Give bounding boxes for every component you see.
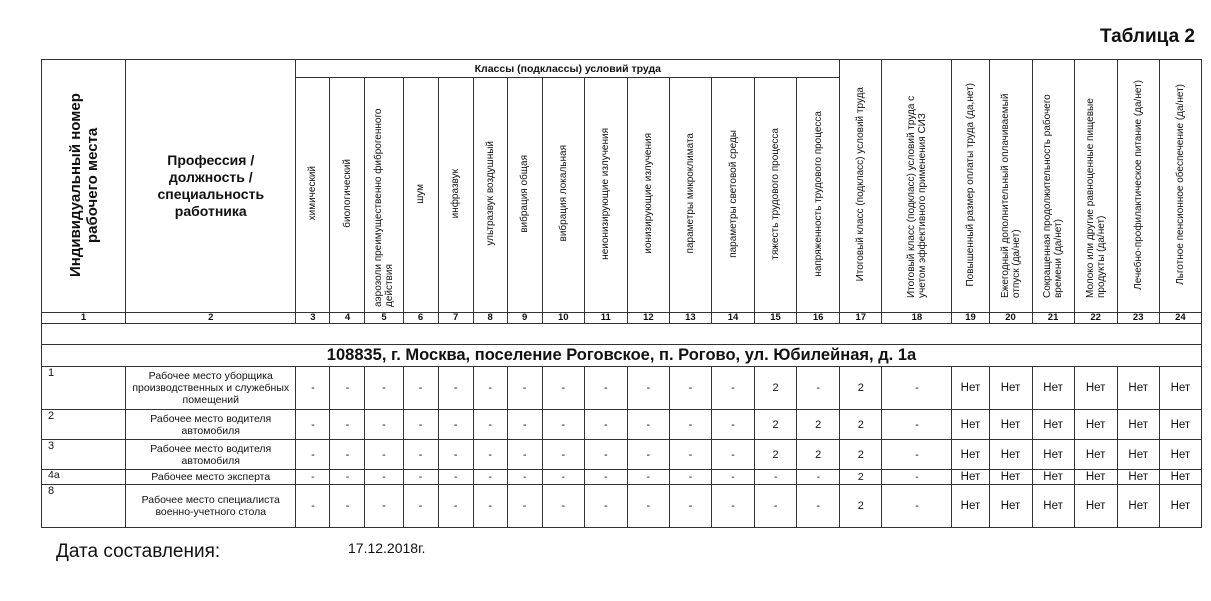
factor-class-cell: -: [296, 367, 330, 410]
factor-class-cell: -: [330, 410, 365, 440]
factor-class-cell: -: [473, 470, 507, 485]
benefit-cell: Нет: [952, 367, 989, 410]
factor-class-cell: -: [584, 367, 627, 410]
benefit-cell: Нет: [952, 470, 989, 485]
header-factor: [403, 78, 438, 313]
column-number: 23: [1117, 313, 1159, 324]
column-number: 7: [438, 313, 473, 324]
factor-class-cell: -: [438, 440, 473, 470]
benefit-cell: Нет: [952, 410, 989, 440]
benefit-cell: Нет: [1074, 485, 1117, 528]
factor-class-cell: -: [711, 440, 754, 470]
benefit-cell: Нет: [989, 485, 1032, 528]
header-factor-label: тяжесть трудового процесса: [770, 127, 782, 260]
factor-class-cell: -: [438, 367, 473, 410]
header-factor: [711, 78, 754, 313]
factor-class-cell: -: [507, 440, 542, 470]
factor-class-cell: 2: [797, 440, 840, 470]
benefit-cell: Нет: [1159, 367, 1201, 410]
header-reduced-hours: [1032, 60, 1074, 313]
column-number: 14: [711, 313, 754, 324]
benefit-cell: Нет: [1159, 470, 1201, 485]
benefit-cell: Нет: [1117, 485, 1159, 528]
factor-class-cell: -: [627, 410, 669, 440]
header-factor-label: биологический: [341, 159, 353, 228]
header-factor: [473, 78, 507, 313]
column-number: 19: [952, 313, 989, 324]
blank-row: [42, 324, 1202, 345]
factor-class-cell: -: [542, 440, 584, 470]
final-class-siz-cell: -: [882, 485, 952, 528]
header-factor: [330, 78, 365, 313]
date-value: 17.12.2018г.: [348, 540, 426, 556]
benefit-cell: Нет: [989, 410, 1032, 440]
header-factor: [438, 78, 473, 313]
address: 108835, г. Москва, поселение Роговское, п. Рогово, ул. Юбилейная, д. 1а: [42, 345, 1202, 367]
header-factor: [507, 78, 542, 313]
factor-class-cell: -: [797, 485, 840, 528]
column-number: 13: [669, 313, 711, 324]
header-pay-increase: [952, 60, 989, 313]
final-class-siz-cell: -: [882, 410, 952, 440]
column-number: 2: [126, 313, 296, 324]
factor-class-cell: -: [403, 440, 438, 470]
factor-class-cell: -: [296, 485, 330, 528]
benefit-cell: Нет: [1074, 410, 1117, 440]
benefit-cell: Нет: [989, 470, 1032, 485]
factor-class-cell: -: [542, 367, 584, 410]
factor-class-cell: -: [365, 485, 403, 528]
factor-class-cell: -: [403, 485, 438, 528]
profession-cell: Рабочее место эксперта: [126, 470, 296, 485]
header-factor-label: аэрозоли преимущественно фиброгенного действия: [373, 108, 395, 307]
profession-cell: Рабочее место уборщика производственных и служебных помещений: [126, 367, 296, 410]
benefit-cell: Нет: [1032, 367, 1074, 410]
header-profession: [126, 60, 296, 313]
header-factor-label: вибрация локальная: [557, 145, 569, 242]
header-final-class: [840, 60, 882, 313]
column-number: 11: [584, 313, 627, 324]
factor-class-cell: -: [797, 367, 840, 410]
header-reduced-hours-label: Сокращенная продолжительность рабочего времени (да/нет): [1042, 93, 1065, 298]
factor-class-cell: -: [438, 485, 473, 528]
final-class-cell: 2: [840, 485, 882, 528]
factor-class-cell: -: [365, 410, 403, 440]
final-class-cell: 2: [840, 367, 882, 410]
benefit-cell: Нет: [1074, 440, 1117, 470]
workplace-number-cell: 4а: [42, 470, 126, 485]
benefit-cell: Нет: [952, 485, 989, 528]
benefit-cell: Нет: [1074, 367, 1117, 410]
workplace-number-cell: 1: [42, 367, 126, 410]
factor-class-cell: -: [584, 440, 627, 470]
final-class-siz-cell: -: [882, 440, 952, 470]
table-row: [42, 367, 1202, 410]
factor-class-cell: -: [669, 470, 711, 485]
factor-class-cell: 2: [797, 410, 840, 440]
benefit-cell: Нет: [1032, 485, 1074, 528]
workplace-number-cell: 3: [42, 440, 126, 470]
column-number: 6: [403, 313, 438, 324]
benefit-cell: Нет: [1117, 367, 1159, 410]
factor-class-cell: -: [365, 367, 403, 410]
column-number: 8: [473, 313, 507, 324]
factor-class-cell: 2: [755, 440, 797, 470]
factor-class-cell: -: [711, 485, 754, 528]
factor-class-cell: -: [365, 470, 403, 485]
table-row: [42, 440, 1202, 470]
column-number: 15: [755, 313, 797, 324]
column-number: 24: [1159, 313, 1201, 324]
factor-class-cell: -: [473, 485, 507, 528]
benefit-cell: Нет: [1117, 410, 1159, 440]
header-factor-label: ультразвук воздушный: [484, 141, 496, 246]
column-number: 20: [989, 313, 1032, 324]
header-profession-label: Профессия / должность / специальность работника: [157, 152, 265, 219]
header-workplace-number: [42, 60, 126, 313]
factor-class-cell: -: [542, 470, 584, 485]
header-extra-vacation: [989, 60, 1032, 313]
factor-class-cell: -: [711, 367, 754, 410]
factor-class-cell: -: [711, 470, 754, 485]
header-factor-label: параметры световой среды: [727, 129, 739, 258]
column-number: 17: [840, 313, 882, 324]
factor-class-cell: -: [330, 440, 365, 470]
header-factor: [542, 78, 584, 313]
page-title: Таблица 2: [1099, 26, 1195, 47]
header-factor-label: шум: [415, 183, 427, 204]
factor-class-cell: -: [755, 485, 797, 528]
column-number: 4: [330, 313, 365, 324]
column-number: 10: [542, 313, 584, 324]
working-conditions-table: [41, 59, 1202, 528]
benefit-cell: Нет: [1159, 440, 1201, 470]
factor-class-cell: -: [438, 470, 473, 485]
table-row: [42, 410, 1202, 440]
header-factor-label: ионизирующие излучения: [642, 133, 654, 254]
factor-class-cell: -: [627, 440, 669, 470]
factor-class-cell: -: [473, 440, 507, 470]
factor-class-cell: -: [507, 367, 542, 410]
column-number: 9: [507, 313, 542, 324]
factor-class-cell: -: [507, 485, 542, 528]
header-pension: [1159, 60, 1201, 313]
factor-class-cell: -: [627, 485, 669, 528]
header-factor-label: вибрация общая: [519, 154, 531, 233]
header-factor: [797, 78, 840, 313]
address-row: [42, 345, 1202, 367]
factor-class-cell: -: [542, 485, 584, 528]
profession-cell: Рабочее место водителя автомобиля: [126, 410, 296, 440]
factor-class-cell: -: [584, 470, 627, 485]
column-number: 18: [882, 313, 952, 324]
benefit-cell: Нет: [1117, 440, 1159, 470]
factor-class-cell: -: [365, 440, 403, 470]
column-number: 21: [1032, 313, 1074, 324]
benefit-cell: Нет: [1032, 410, 1074, 440]
factor-class-cell: -: [584, 485, 627, 528]
header-factor-label: параметры микроклимата: [684, 133, 696, 254]
header-factor: [755, 78, 797, 313]
benefit-cell: Нет: [1159, 410, 1201, 440]
column-number: 1: [42, 313, 126, 324]
benefit-cell: Нет: [1159, 485, 1201, 528]
header-factor: [584, 78, 627, 313]
factor-class-cell: 2: [755, 410, 797, 440]
header-final-class-label: Итоговый класс (подкласс) условий труда: [855, 87, 867, 282]
factor-class-cell: -: [669, 485, 711, 528]
header-extra-vacation-label: Ежегодный дополнительный оплачиваемый отпуск (да/нет): [999, 93, 1022, 298]
final-class-cell: 2: [840, 470, 882, 485]
factor-class-cell: -: [507, 470, 542, 485]
header-factor: [669, 78, 711, 313]
factor-class-cell: -: [669, 367, 711, 410]
factor-class-cell: 2: [755, 367, 797, 410]
header-factor: [365, 78, 403, 313]
header-final-class-siz: [882, 60, 952, 313]
factor-class-cell: -: [669, 440, 711, 470]
date-label: Дата составления:: [56, 541, 221, 562]
benefit-cell: Нет: [1074, 470, 1117, 485]
header-pension-label: Льготное пенсионное обеспечение (да/нет): [1174, 84, 1186, 285]
header-classes-group: Классы (подклассы) условий труда: [296, 60, 840, 78]
factor-class-cell: -: [403, 367, 438, 410]
factor-class-cell: -: [627, 367, 669, 410]
header-factor: [296, 78, 330, 313]
factor-class-cell: -: [403, 410, 438, 440]
data-body: [42, 367, 1202, 528]
column-number: 12: [627, 313, 669, 324]
factor-class-cell: -: [711, 410, 754, 440]
header-workplace-number-label: Индивидуальный номер рабочего места: [66, 92, 101, 277]
column-number: 3: [296, 313, 330, 324]
factor-class-cell: -: [473, 410, 507, 440]
factor-class-cell: -: [473, 367, 507, 410]
factor-class-cell: -: [330, 485, 365, 528]
profession-cell: Рабочее место специалиста военно-учетного стола: [126, 485, 296, 528]
factor-class-cell: -: [330, 367, 365, 410]
header-factor-label: инфразвук: [450, 168, 462, 219]
header-factor-label: напряженность трудового процесса: [812, 110, 824, 277]
factor-class-cell: -: [797, 470, 840, 485]
column-number: 16: [797, 313, 840, 324]
workplace-number-cell: 8: [42, 485, 126, 528]
final-class-cell: 2: [840, 440, 882, 470]
benefit-cell: Нет: [1117, 470, 1159, 485]
factor-class-cell: -: [296, 410, 330, 440]
workplace-number-cell: 2: [42, 410, 126, 440]
final-class-siz-cell: -: [882, 470, 952, 485]
header-factor: [627, 78, 669, 313]
factor-class-cell: -: [296, 470, 330, 485]
factor-class-cell: -: [296, 440, 330, 470]
header-final-class-siz-label: Итоговый класс (подкласс) условий труда с учетом эффективного применения СИЗ: [905, 95, 928, 298]
benefit-cell: Нет: [1032, 440, 1074, 470]
table-row: [42, 470, 1202, 485]
final-class-siz-cell: -: [882, 367, 952, 410]
final-class-cell: 2: [840, 410, 882, 440]
benefit-cell: Нет: [989, 367, 1032, 410]
factor-class-cell: -: [627, 470, 669, 485]
benefit-cell: Нет: [1032, 470, 1074, 485]
header-pay-increase-label: Повышенный размер оплаты труда (да,нет): [964, 82, 976, 287]
factor-class-cell: -: [403, 470, 438, 485]
factor-class-cell: -: [330, 470, 365, 485]
profession-cell: Рабочее место водителя автомобиля: [126, 440, 296, 470]
factor-class-cell: -: [755, 470, 797, 485]
factor-class-cell: -: [584, 410, 627, 440]
column-number: 5: [365, 313, 403, 324]
factor-class-cell: -: [669, 410, 711, 440]
header-milk: [1074, 60, 1117, 313]
header-therapeutic-food: [1117, 60, 1159, 313]
table-row: [42, 485, 1202, 528]
factor-class-cell: -: [438, 410, 473, 440]
benefit-cell: Нет: [989, 440, 1032, 470]
header-factor-label: химический: [307, 166, 319, 221]
column-number-row: [42, 313, 1202, 324]
header-therapeutic-food-label: Лечебно-профилактическое питание (да/нет): [1132, 79, 1144, 290]
factor-class-cell: -: [507, 410, 542, 440]
factor-class-cell: -: [542, 410, 584, 440]
header-factor-label: неионизирующие излучения: [600, 127, 612, 260]
header-milk-label: Молоко или другие равноценные пищевые продукты (да/нет): [1084, 97, 1107, 298]
column-number: 22: [1074, 313, 1117, 324]
benefit-cell: Нет: [952, 440, 989, 470]
